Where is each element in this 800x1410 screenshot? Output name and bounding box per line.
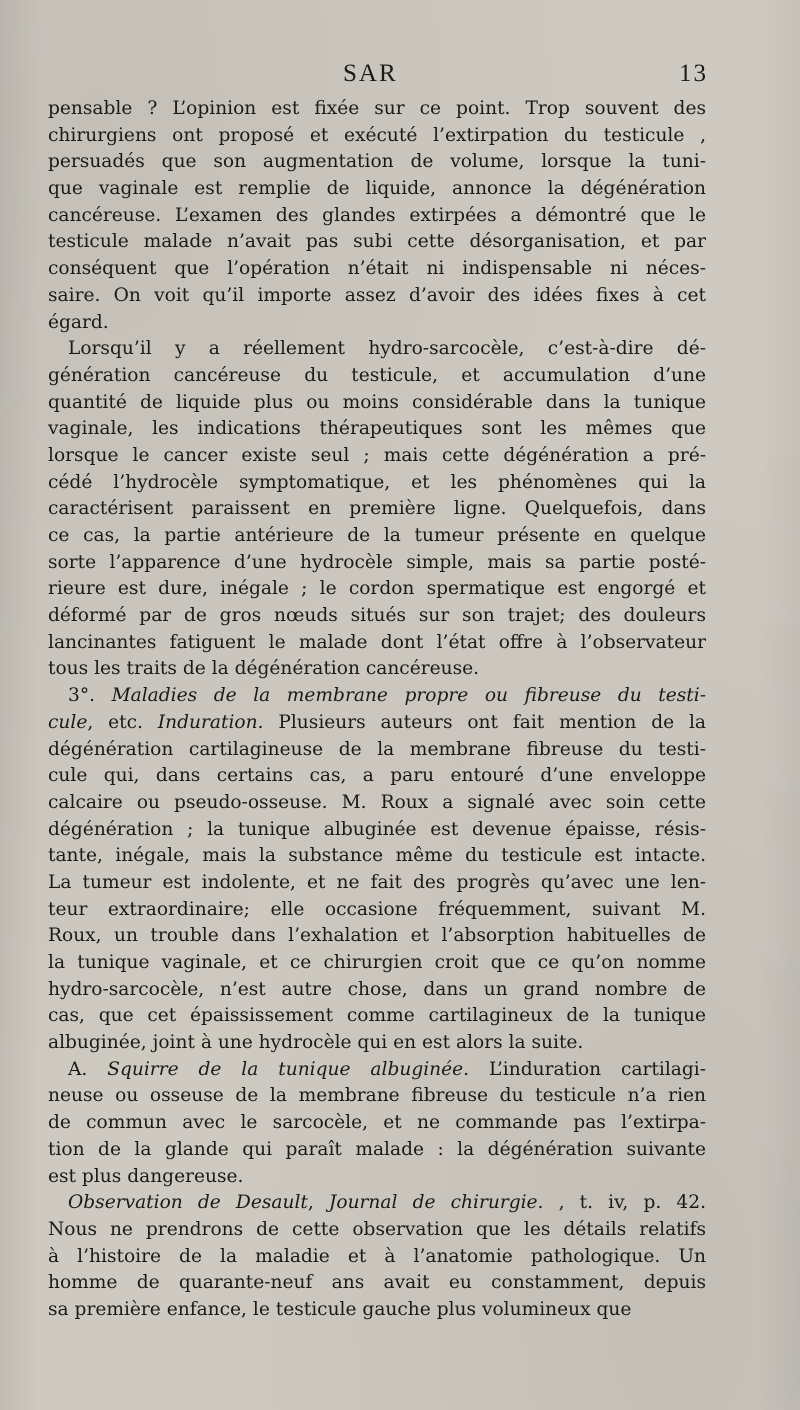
text-line bbox=[48, 977, 706, 1004]
line-text: , etc. bbox=[87, 711, 158, 733]
line-text: dégénération ; la tunique albuginée est devenue épaisse, résis- bbox=[48, 818, 706, 840]
line-text: homme de quarante-neuf ans avait eu constamment, depuis bbox=[48, 1272, 706, 1294]
line-text: chirurgiens ont proposé et exécuté l’extirpation du testicule , bbox=[48, 124, 706, 146]
text-line bbox=[48, 923, 706, 950]
line-text: déformé par de gros nœuds situés sur son trajet; des douleurs bbox=[48, 605, 706, 627]
line-text: 3°. bbox=[68, 685, 112, 707]
line-text: , bbox=[307, 1192, 329, 1214]
text-line bbox=[48, 1190, 706, 1217]
line-text: cédé l’hydrocèle symptomatique, et les phénomènes qui la bbox=[48, 471, 706, 493]
line-text: albuginée, joint à une hydrocèle qui en est alors la suite. bbox=[48, 1032, 584, 1054]
text-line bbox=[48, 656, 706, 683]
line-text: génération cancéreuse du testicule, et accumulation d’une bbox=[48, 364, 706, 386]
text-line bbox=[48, 1217, 706, 1244]
text-line bbox=[48, 1297, 706, 1324]
text-line bbox=[48, 870, 706, 897]
text-line bbox=[48, 203, 706, 230]
text-line bbox=[48, 1030, 706, 1057]
line-text: tion de la glande qui paraît malade : la dégénération suivante bbox=[48, 1138, 706, 1160]
text-line bbox=[48, 149, 706, 176]
italic-text: Maladies de la membrane propre ou fibreuse du testi- bbox=[111, 685, 706, 707]
text-line bbox=[48, 470, 706, 497]
text-line bbox=[48, 416, 706, 443]
text-line bbox=[48, 630, 706, 657]
line-text: teur extraordinaire; elle occasione fréquemment, suivant M. bbox=[48, 898, 706, 920]
line-text: calcaire ou pseudo-osseuse. M. Roux a signalé avec soin cette bbox=[48, 791, 706, 813]
line-text: la tunique vaginale, et ce chirurgien croit que ce qu’on nomme bbox=[48, 952, 706, 973]
line-text: dégénération cartilagineuse de la membrane fibreuse du testi- bbox=[48, 738, 706, 760]
line-text: sorte l’apparence d’une hydrocèle simple, mais sa partie posté- bbox=[48, 551, 706, 573]
running-head bbox=[48, 60, 708, 94]
italic-text: cule bbox=[48, 711, 88, 733]
text-line bbox=[48, 1003, 706, 1030]
text-line bbox=[48, 256, 706, 283]
text-line bbox=[48, 603, 706, 630]
text-line bbox=[48, 897, 706, 924]
text-line bbox=[48, 737, 706, 764]
text-line bbox=[48, 96, 706, 123]
line-text: est plus dangereuse. bbox=[48, 1165, 244, 1187]
text-line bbox=[48, 390, 706, 417]
text-line bbox=[48, 763, 706, 790]
line-text: L’induration cartilagi- bbox=[469, 1058, 706, 1080]
text-line bbox=[48, 710, 706, 737]
text-line bbox=[48, 576, 706, 603]
line-text: conséquent que l’opération n’était ni indispensable ni néces- bbox=[48, 258, 706, 280]
line-text: vaginale, les indications thérapeutiques sont les mêmes que bbox=[48, 418, 706, 440]
text-line bbox=[48, 229, 706, 256]
line-text: à l’histoire de la maladie et à l’anatomie pathologique. Un bbox=[48, 1245, 706, 1267]
line-text: Roux, un trouble dans l’exhalation et l’absorption habituelles de bbox=[48, 925, 706, 947]
line-text: quantité de liquide plus ou moins considérable dans la tunique bbox=[48, 391, 706, 413]
line-text: sa première enfance, le testicule gauche plus volumineux que bbox=[48, 1298, 632, 1320]
line-text: saire. On voit qu’il importe assez d’avoir des idées fixes à cet bbox=[48, 284, 706, 306]
text-line bbox=[48, 523, 706, 550]
text-line bbox=[48, 1057, 706, 1084]
line-text: neuse ou osseuse de la membrane fibreuse du testicule n’a rien bbox=[48, 1085, 706, 1107]
line-text: Nous ne prendrons de cette observation que les détails relatifs bbox=[48, 1218, 706, 1240]
line-text: caractérisent paraissent en première ligne. Quelquefois, dans bbox=[48, 498, 706, 520]
text-line bbox=[48, 1270, 706, 1297]
text-line bbox=[48, 790, 706, 817]
line-text: A. bbox=[68, 1058, 108, 1080]
line-text: , t. iv, p. 42. bbox=[543, 1192, 706, 1214]
line-text: pensable ? L’opinion est fixée sur ce point. Trop souvent des bbox=[48, 98, 706, 119]
text-line bbox=[48, 336, 706, 363]
running-title: SAR bbox=[343, 60, 398, 87]
text-line bbox=[48, 310, 706, 337]
line-text: de commun avec le sarcocèle, et ne commande pas l’extirpa- bbox=[48, 1112, 706, 1134]
text-line bbox=[48, 1244, 706, 1271]
text-line bbox=[48, 843, 706, 870]
line-text: persuadés que son augmentation de volume, lorsque la tuni- bbox=[48, 151, 706, 173]
line-text: Lorsqu’il y a réellement hydro-sarcocèle, c’est-à-dire dé- bbox=[68, 338, 706, 360]
line-text: Plusieurs auteurs ont fait mention de la bbox=[263, 711, 706, 733]
text-line bbox=[48, 550, 706, 577]
line-text: cas, que cet épaississement comme cartilagineux de la tunique bbox=[48, 1005, 706, 1027]
italic-text: Squirre de la tunique albuginée. bbox=[107, 1058, 470, 1080]
page-number: 13 bbox=[679, 60, 708, 87]
text-line bbox=[48, 496, 706, 523]
text-line bbox=[48, 176, 706, 203]
line-text: rieure est dure, inégale ; le cordon spermatique est engorgé et bbox=[48, 578, 706, 600]
text-line bbox=[48, 683, 706, 710]
line-text: égard. bbox=[48, 311, 109, 333]
text-line bbox=[48, 443, 706, 470]
line-text: ce cas, la partie antérieure de la tumeur présente en quelque bbox=[48, 525, 706, 546]
line-text: La tumeur est indolente, et ne fait des progrès qu’avec une len- bbox=[48, 871, 706, 893]
line-text: tous les traits de la dégénération cancéreuse. bbox=[48, 658, 480, 680]
text-line bbox=[48, 1164, 706, 1191]
line-text: lancinantes fatiguent le malade dont l’état offre à l’observateur bbox=[48, 631, 706, 653]
text-line bbox=[48, 123, 706, 150]
line-text: cancéreuse. L’examen des glandes extirpées a démontré que le bbox=[48, 204, 706, 226]
italic-text: Induration. bbox=[157, 711, 264, 733]
italic-text: Journal de chirurgie. bbox=[328, 1192, 544, 1214]
text-line bbox=[48, 1137, 706, 1164]
text-line bbox=[48, 1083, 706, 1110]
text-line bbox=[48, 363, 706, 390]
line-text: tante, inégale, mais la substance même du testicule est intacte. bbox=[48, 845, 706, 867]
line-text: cule qui, dans certains cas, a paru entouré d’une enveloppe bbox=[48, 765, 706, 787]
line-text: que vaginale est remplie de liquide, annonce la dégénération bbox=[48, 178, 706, 200]
line-text: lorsque le cancer existe seul ; mais cette dégénération a pré- bbox=[48, 444, 706, 466]
text-line bbox=[48, 817, 706, 844]
text-line bbox=[48, 1110, 706, 1137]
text-line bbox=[48, 283, 706, 310]
body-text bbox=[48, 96, 706, 1324]
text-line bbox=[48, 950, 706, 977]
line-text: testicule malade n’avait pas subi cette désorganisation, et par bbox=[48, 231, 706, 253]
italic-text: Observation de Desault bbox=[68, 1192, 308, 1214]
line-text: hydro-sarcocèle, n’est autre chose, dans un grand nombre de bbox=[48, 978, 706, 1000]
